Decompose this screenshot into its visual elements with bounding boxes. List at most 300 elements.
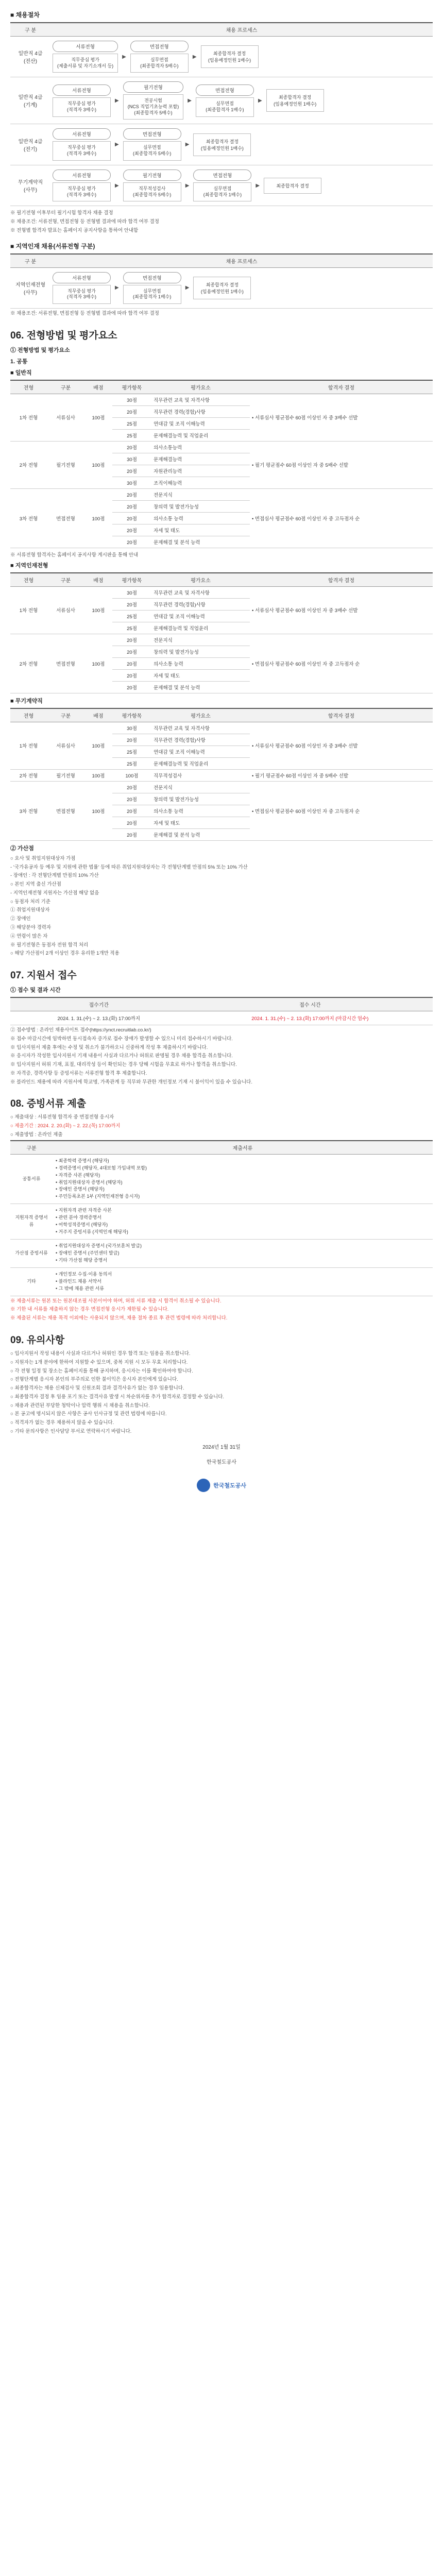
table-row xyxy=(10,1240,433,1268)
bullet-text: ○ 적격자가 없는 경우 채용하지 않을 수 있습니다. xyxy=(10,1420,114,1426)
process-stage xyxy=(123,81,184,120)
criteria-cell: 전문지식 xyxy=(151,781,250,793)
bullet-text: ○ 본인 지역 출신 가산점 xyxy=(10,882,61,888)
arrow-icon: ▶ xyxy=(115,97,119,104)
evaluation-table xyxy=(10,572,433,693)
document-item: • 거주지 증빙서류 (지역인재 해당자) xyxy=(56,1229,128,1235)
stage-title: 면접전형 xyxy=(193,170,251,181)
result-cell: • 필기 평균점수 60점 이상인 자 중 5배수 선발 xyxy=(250,441,433,488)
process-flow xyxy=(53,126,431,162)
table-row xyxy=(10,37,433,77)
final-result: 최종합격자 결정 (임용예정인원 1배수) xyxy=(201,45,259,68)
process-flow xyxy=(53,270,431,306)
table-row xyxy=(10,394,433,405)
stage-body: 직무중심 평가 (제출서류 및 자기소개서 등) xyxy=(53,54,118,73)
document-item: • 취업지원대상자 증명서 (국가보훈처 발급) xyxy=(56,1243,142,1249)
row-label: 지원자격 증명서류 xyxy=(10,1204,53,1240)
table-row xyxy=(10,267,433,308)
documents-cell xyxy=(53,1240,433,1268)
document-item: • 경력증명서 (해당자, 4대보험 가입내역 포함) xyxy=(56,1165,147,1171)
points-cell: 20점 xyxy=(112,512,151,524)
flow-cell xyxy=(50,267,433,308)
arrow-icon: ▶ xyxy=(258,97,262,104)
warning-text: ※ 제출된 서류는 채용 목적 이외에는 사용되지 않으며, 채용 절차 종료 후 관련 법령에 따라 처리합니다. xyxy=(10,1315,228,1321)
type-cell: 면접전형 xyxy=(47,488,84,548)
bullet-text: - ‘국가유공자 등 예우 및 지원에 관한 법률’ 등에 따른 취업지원대상자는 각 전형단계별 만점의 5% 또는 10% 가산 xyxy=(10,864,248,870)
arrow-icon: ▶ xyxy=(192,54,197,60)
bullet-text: ○ 제출기간 : 2024. 2. 20.(화) ~ 2. 22.(목) 17:00까지 xyxy=(10,1123,121,1129)
process-stage xyxy=(123,128,181,160)
row-label: 기타 xyxy=(10,1267,53,1296)
column-header: 구 분 xyxy=(10,23,50,37)
bullet-text: ※ 입사지원서 허위 기재, 표절, 대리작성 등이 확인되는 경우 당해 시험을 무효로 하거나 합격을 취소합니다. xyxy=(10,1062,237,1068)
stage-cell: 3차 전형 xyxy=(10,781,47,840)
logo-icon xyxy=(197,1479,210,1492)
subsection-heading: ■ 일반직 xyxy=(10,369,32,376)
points-cell: 20점 xyxy=(112,488,151,500)
criteria-cell: 직무관련 교육 및 자격사항 xyxy=(151,394,250,405)
table-note: ※ 서류전형 합격자는 홈페이지 공지사항 게시판을 통해 안내 xyxy=(10,552,139,558)
process-stage xyxy=(123,170,181,201)
subsection-heading: ① 접수 및 결과 시간 xyxy=(10,987,61,994)
points-cell: 30점 xyxy=(112,453,151,465)
points-cell: 30점 xyxy=(112,722,151,734)
arrow-icon: ▶ xyxy=(255,182,260,189)
type-cell: 면접전형 xyxy=(47,634,84,693)
type-cell: 서류심사 xyxy=(47,394,84,441)
arrow-icon: ▶ xyxy=(185,182,190,189)
flow-cell xyxy=(50,37,433,77)
stage-title: 서류전형 xyxy=(53,84,111,96)
column-header: 배점 xyxy=(84,573,112,587)
points-cell: 20점 xyxy=(112,669,151,681)
bullet-text: ○ 최종합격자 결정 후 임용 포기 또는 결격사유 발생 시 차순위자를 추가 합격자로 결정할 수 있습니다. xyxy=(10,1394,225,1400)
points-cell: 25점 xyxy=(112,745,151,757)
points-cell: 20점 xyxy=(112,793,151,805)
document-item: • 개인정보 수집·이용 동의서 xyxy=(56,1271,112,1277)
flow-cell xyxy=(50,165,433,206)
result-cell: • 서류심사 평균점수 60점 이상인 자 중 3배수 선발 xyxy=(250,722,433,769)
process-table xyxy=(10,22,433,206)
criteria-cell: 문제해결능력 및 직업윤리 xyxy=(151,429,250,441)
bullet-text: ○ 입사지원서 작성 내용이 사실과 다르거나 허위인 경우 합격 또는 임용을 취소합니다. xyxy=(10,1351,191,1357)
table-row xyxy=(10,781,433,793)
stage-body: 실무면접 (최종합격자 1배수) xyxy=(196,97,254,116)
warning-text: ※ 제출서류는 원본 또는 원본대조필 사본이어야 하며, 허위 서류 제출 시 합격이 취소될 수 있습니다. xyxy=(10,1298,222,1304)
result-cell: • 필기 평균점수 60점 이상인 자 중 5배수 선발 xyxy=(250,769,433,781)
score-cell: 100점 xyxy=(84,394,112,441)
stage-title: 면접전형 xyxy=(196,84,254,96)
column-header: 구분 xyxy=(47,708,84,722)
points-cell: 25점 xyxy=(112,429,151,441)
score-cell: 100점 xyxy=(84,722,112,769)
criteria-cell: 직무관련 교육 및 자격사항 xyxy=(151,586,250,598)
criteria-cell: 의사소통 능력 xyxy=(151,805,250,817)
column-header: 구분 xyxy=(10,1141,53,1155)
documents-cell xyxy=(53,1267,433,1296)
criteria-cell: 창의력 및 발전가능성 xyxy=(151,500,250,512)
points-cell: 20점 xyxy=(112,828,151,840)
points-cell: 20점 xyxy=(112,657,151,669)
column-header: 제출서류 xyxy=(53,1141,433,1155)
score-cell: 100점 xyxy=(84,634,112,693)
bullet-text: ② 접수방법 : 온라인 채용사이트 접수(https://ynct.recruitlab.co.kr/) xyxy=(10,1027,151,1033)
bullet-text: ② 장애인 xyxy=(10,916,31,922)
criteria-cell: 자세 및 태도 xyxy=(151,669,250,681)
points-cell: 20점 xyxy=(112,598,151,610)
subsection-heading: 1. 공통 xyxy=(10,358,28,365)
process-stage xyxy=(53,128,111,160)
column-header: 평가요소 xyxy=(151,380,250,394)
bullet-text: ※ 접수 마감시간에 임박하면 동시접속자 증가로 접수 장애가 발생할 수 있으니 미리 접수하시기 바랍니다. xyxy=(10,1036,233,1042)
document-item: • 장애인 증명서 (해당자) xyxy=(56,1187,105,1192)
column-header: 전형 xyxy=(10,708,47,722)
criteria-cell: 문제해결 및 분석 능력 xyxy=(151,828,250,840)
stage-body: 직무중심 평가 (적격자 3배수) xyxy=(53,141,111,160)
criteria-cell: 직무적성검사 xyxy=(151,769,250,781)
arrow-icon: ▶ xyxy=(185,285,190,291)
document-item: • 지원자격 관련 자격증 사본 xyxy=(56,1208,112,1213)
arrow-icon: ▶ xyxy=(115,285,119,291)
table-note: ※ 필기전형 이후부터 필기시험 합격자 채용 결정 xyxy=(10,210,113,216)
document-item: • 관련 분야 경력증명서 xyxy=(56,1215,101,1221)
stage-body: 직무중심 평가 (적격자 3배수) xyxy=(53,182,111,201)
bullet-text: ※ 채용조건: 서류전형, 면접전형 등 전형별 결과에 따라 합격 여부 결정 xyxy=(10,219,159,225)
criteria-cell: 직무관련 경력(경험)사항 xyxy=(151,405,250,417)
process-flow xyxy=(53,39,431,75)
logo-text: 한국철도공사 xyxy=(213,1482,246,1489)
bullet-text: ※ 블라인드 채용에 따라 지원서에 학교명, 가족관계 등 직무와 무관한 개인정보 기재 시 불이익이 있을 수 있습니다. xyxy=(10,1079,252,1085)
stage-title: 서류전형 xyxy=(53,41,118,52)
application-schedule-table xyxy=(10,997,433,1025)
arrow-icon: ▶ xyxy=(185,142,190,148)
criteria-cell: 연대감 및 조직 이해능력 xyxy=(151,417,250,429)
bullet-text: ※ 필기전형은 동점자 전원 합격 처리 xyxy=(10,942,89,948)
bullet-text: ○ 동점자 처리 기준 xyxy=(10,899,50,905)
process-table xyxy=(10,253,433,309)
recruitment-notice xyxy=(10,0,433,1492)
documents-cell xyxy=(53,1154,433,1204)
table-header-row xyxy=(10,380,433,394)
final-result: 최종합격자 결정 (임용예정인원 1배수) xyxy=(193,133,251,156)
result-cell: • 서류심사 평균점수 60점 이상인 자 중 3배수 선발 xyxy=(250,586,433,634)
arrow-icon: ▶ xyxy=(115,142,119,148)
bullet-text: ○ 채용과 관련된 부당한 청탁이나 압력 행위 시 채용을 취소합니다. xyxy=(10,1402,150,1409)
points-cell: 20점 xyxy=(112,805,151,817)
type-cell: 필기전형 xyxy=(47,441,84,488)
type-cell: 서류심사 xyxy=(47,722,84,769)
score-cell: 100점 xyxy=(84,769,112,781)
table-row xyxy=(10,77,433,124)
section-heading: ■ 채용절차 xyxy=(10,11,40,19)
points-cell: 30점 xyxy=(112,586,151,598)
document-item: • 주민등록초본 1부 (지역인재전형 응시자) xyxy=(56,1194,140,1199)
process-stage xyxy=(196,84,254,116)
points-cell: 25점 xyxy=(112,417,151,429)
documents-table xyxy=(10,1140,433,1296)
column-header: 채용 프로세스 xyxy=(50,23,433,37)
criteria-cell: 조직이해능력 xyxy=(151,477,250,488)
stage-cell: 1차 전형 xyxy=(10,394,47,441)
points-cell: 25점 xyxy=(112,757,151,769)
bullet-text: ○ 지원자는 1개 분야에 한하여 지원할 수 있으며, 중복 지원 시 모두 무효 처리합니다. xyxy=(10,1359,188,1365)
stage-title: 서류전형 xyxy=(53,128,111,140)
document-item: • 그 밖에 채용 관련 서류 xyxy=(56,1285,104,1291)
criteria-cell: 직무관련 교육 및 자격사항 xyxy=(151,722,250,734)
column-header: 평가요소 xyxy=(151,708,250,722)
stage-body: 직무중심 평가 (적격자 3배수) xyxy=(53,285,111,304)
row-label: 지역인재전형 (사무) xyxy=(10,267,50,308)
bullet-text: ○ 본 공고에 명시되지 않은 사항은 공사 인사규정 및 관련 법령에 따릅니다. xyxy=(10,1411,167,1417)
column-header: 구 분 xyxy=(10,254,50,268)
points-cell: 20점 xyxy=(112,781,151,793)
criteria-cell: 전문지식 xyxy=(151,634,250,646)
table-row xyxy=(10,586,433,598)
process-stage xyxy=(130,41,189,73)
column-header: 접수 시간 xyxy=(188,997,433,1011)
stage-cell: 3차 전형 xyxy=(10,488,47,548)
flow-cell xyxy=(50,124,433,165)
stage-title: 면접전형 xyxy=(123,272,181,283)
arrow-icon: ▶ xyxy=(122,54,126,60)
score-cell: 100점 xyxy=(84,488,112,548)
stage-body: 직무중심 평가 (적격자 3배수) xyxy=(53,97,111,116)
table-header-row xyxy=(10,573,433,587)
bullet-text: ※ 응시자가 작성한 입사지원서 기재 내용이 사실과 다르거나 허위로 판명될 경우 채용 합격을 취소합니다. xyxy=(10,1053,233,1059)
stage-cell: 1차 전형 xyxy=(10,586,47,634)
criteria-cell: 자세 및 태도 xyxy=(151,817,250,828)
bullet-text: ③ 해당분야 경력자 xyxy=(10,924,52,930)
stage-body: 실무면접 (최종합격자 1배수) xyxy=(193,182,251,201)
points-cell: 20점 xyxy=(112,500,151,512)
criteria-cell: 문제해결능력 및 직업윤리 xyxy=(151,757,250,769)
stage-title: 면접전형 xyxy=(130,41,189,52)
process-stage xyxy=(123,272,181,304)
stage-title: 서류전형 xyxy=(53,170,111,181)
stage-cell: 2차 전형 xyxy=(10,769,47,781)
table-row xyxy=(10,488,433,500)
table-row xyxy=(10,165,433,206)
table-header-row xyxy=(10,997,433,1011)
evaluation-table xyxy=(10,380,433,548)
column-header: 배점 xyxy=(84,708,112,722)
points-cell: 20점 xyxy=(112,405,151,417)
document-item: • 자격증 사본 (해당자) xyxy=(56,1172,100,1178)
table-header-row xyxy=(10,254,433,268)
table-header-row xyxy=(10,708,433,722)
section-title: 06. 전형방법 및 평가요소 xyxy=(10,330,117,341)
organization-name: 한국철도공사 xyxy=(207,1459,236,1465)
subsection-heading: ■ 지역인재전형 xyxy=(10,562,48,569)
stage-cell: 2차 전형 xyxy=(10,441,47,488)
column-header: 평가항목 xyxy=(112,708,151,722)
bullet-text: ① 취업지원대상자 xyxy=(10,907,50,913)
document-item: • 블라인드 채용 서약서 xyxy=(56,1278,101,1284)
bullet-text: ※ 전형별 합격자 발표는 홈페이지 공지사항을 통하여 안내함 xyxy=(10,227,139,233)
points-cell: 25점 xyxy=(112,610,151,622)
column-header: 평가항목 xyxy=(112,380,151,394)
stage-title: 서류전형 xyxy=(53,272,111,283)
points-cell: 20점 xyxy=(112,524,151,536)
warning-text: ※ 기한 내 서류를 제출하지 않는 경우 면접전형 응시가 제한될 수 있습니다. xyxy=(10,1307,169,1313)
stage-title: 필기전형 xyxy=(123,170,181,181)
stage-cell: 1차 전형 xyxy=(10,722,47,769)
document-item: • 장애인 증명서 (주민센터 발급) xyxy=(56,1250,120,1256)
table-row xyxy=(10,1154,433,1204)
documents-cell xyxy=(53,1204,433,1240)
process-stage xyxy=(53,41,118,73)
result-cell: • 서류심사 평균점수 60점 이상인 자 중 3배수 선발 xyxy=(250,394,433,441)
bullet-text: ○ 요사 및 취업지원대상자 가점 xyxy=(10,855,76,861)
criteria-cell: 자세 및 태도 xyxy=(151,524,250,536)
organization-logo xyxy=(10,1479,433,1492)
stage-body: 전공시험 (NCS 직업기초능력 포함) (최종합격자 5배수) xyxy=(123,94,184,120)
table-header-row xyxy=(10,1141,433,1155)
row-label: 무기계약직 (사무) xyxy=(10,165,50,206)
period-highlight-cell: 2024. 1. 31.(수) ~ 2. 13.(화) 17:00까지 (마감시간 엄수) xyxy=(188,1011,433,1025)
document-item: • 어학성적증명서 (해당자) xyxy=(56,1222,108,1228)
result-cell: • 면접심사 평균점수 60점 이상인 자 중 고득점자 순 xyxy=(250,488,433,548)
process-flow xyxy=(53,79,431,122)
criteria-cell: 자원관리능력 xyxy=(151,465,250,477)
column-header: 전형 xyxy=(10,573,47,587)
section-title: 08. 증빙서류 제출 xyxy=(10,1098,87,1110)
row-label: 일반직 4급 (기계) xyxy=(10,77,50,124)
type-cell: 서류심사 xyxy=(47,586,84,634)
bullet-text: ○ 해당 가산점이 2개 이상인 경우 유리한 1개만 적용 xyxy=(10,951,120,957)
table-row xyxy=(10,441,433,453)
notice-date: 2024년 1월 31일 xyxy=(202,1444,241,1450)
document-item: • 최종학력 증명서 (해당자) xyxy=(56,1158,109,1163)
stage-cell: 2차 전형 xyxy=(10,634,47,693)
evaluation-table xyxy=(10,708,433,841)
criteria-cell: 문제해결능력 및 직업윤리 xyxy=(151,622,250,634)
document-item: • 기타 가산점 해당 증명서 xyxy=(56,1257,108,1263)
flow-cell xyxy=(50,77,433,124)
points-cell: 20점 xyxy=(112,646,151,657)
points-cell: 30점 xyxy=(112,477,151,488)
stage-body: 실무면접 (최종합격자 1배수) xyxy=(123,285,181,304)
subsection-heading: ② 가산점 xyxy=(10,845,34,852)
stage-body: 실무면접 (최종합격자 5배수) xyxy=(130,54,189,73)
column-header: 배점 xyxy=(84,380,112,394)
criteria-cell: 문제해결 및 분석 능력 xyxy=(151,536,250,548)
type-cell: 면접전형 xyxy=(47,781,84,840)
criteria-cell: 창의력 및 발전가능성 xyxy=(151,793,250,805)
table-row xyxy=(10,1267,433,1296)
points-cell: 20점 xyxy=(112,817,151,828)
stage-body: 직무적성검사 (최종합격자 5배수) xyxy=(123,182,181,201)
criteria-cell: 창의력 및 발전가능성 xyxy=(151,646,250,657)
criteria-cell: 의사소통 능력 xyxy=(151,512,250,524)
criteria-cell: 직무관련 경력(경험)사항 xyxy=(151,734,250,745)
score-cell: 100점 xyxy=(84,781,112,840)
bullet-text: ○ 최종합격자는 채용 신체검사 및 신원조회 결과 결격사유가 없는 경우 임용합니다. xyxy=(10,1385,184,1392)
criteria-cell: 의사소통 능력 xyxy=(151,657,250,669)
bullet-text: ※ 채용조건: 서류전형, 면접전형 등 전형별 결과에 따라 합격 여부 결정 xyxy=(10,311,159,317)
final-result: 최종합격자 결정 xyxy=(264,178,321,194)
table-row xyxy=(10,124,433,165)
process-stage xyxy=(193,170,251,201)
result-cell: • 면접심사 평균점수 60점 이상인 자 중 고득점자 순 xyxy=(250,781,433,840)
table-row xyxy=(10,1011,433,1025)
table-header-row xyxy=(10,23,433,37)
bullet-text: ○ 각 전형 일정 및 장소는 홈페이지를 통해 공지하며, 응시자는 이를 확인하여야 합니다. xyxy=(10,1368,193,1374)
final-result: 최종합격자 결정 (임용예정인원 1배수) xyxy=(266,89,324,112)
column-header: 전형 xyxy=(10,380,47,394)
criteria-cell: 연대감 및 조직 이해능력 xyxy=(151,745,250,757)
points-cell: 20점 xyxy=(112,536,151,548)
points-cell: 20점 xyxy=(112,465,151,477)
bullet-text: ○ 기타 문의사항은 인사담당 부서로 연락하시기 바랍니다. xyxy=(10,1428,132,1434)
table-row xyxy=(10,769,433,781)
row-label: 가산점 증빙서류 xyxy=(10,1240,53,1268)
section-heading: ■ 지역인재 채용(서류전형 구분) xyxy=(10,242,95,250)
row-label: 공통서류 xyxy=(10,1154,53,1204)
result-cell: • 면접심사 평균점수 60점 이상인 자 중 고득점자 순 xyxy=(250,634,433,693)
points-cell: 100점 xyxy=(112,769,151,781)
criteria-cell: 연대감 및 조직 이해능력 xyxy=(151,610,250,622)
process-stage xyxy=(53,84,111,116)
column-header: 접수기간 xyxy=(10,997,188,1011)
final-result: 최종합격자 결정 (임용예정인원 1배수) xyxy=(193,277,251,299)
criteria-cell: 의사소통능력 xyxy=(151,441,250,453)
table-row xyxy=(10,1204,433,1240)
points-cell: 25점 xyxy=(112,622,151,634)
column-header: 합격자 결정 xyxy=(250,380,433,394)
column-header: 평가요소 xyxy=(151,573,250,587)
column-header: 채용 프로세스 xyxy=(50,254,433,268)
process-stage xyxy=(53,170,111,201)
subsection-heading: ① 전형방법 및 평가요소 xyxy=(10,347,70,353)
arrow-icon: ▶ xyxy=(188,97,192,104)
period-cell: 2024. 1. 31.(수) ~ 2. 13.(화) 17:00까지 xyxy=(10,1011,188,1025)
row-label: 일반직 4급 (전산) xyxy=(10,37,50,77)
process-stage xyxy=(53,272,111,304)
column-header: 평가항목 xyxy=(112,573,151,587)
document-item: • 취업지원대상자 증명서 (해당자) xyxy=(56,1179,123,1185)
bullet-text: - 장애인 : 각 전형단계별 만점의 10% 가산 xyxy=(10,873,99,879)
column-header: 합격자 결정 xyxy=(250,708,433,722)
section-title: 09. 유의사항 xyxy=(10,1335,65,1346)
points-cell: 20점 xyxy=(112,681,151,693)
stage-title: 면접전형 xyxy=(123,128,181,140)
row-label: 일반직 4급 (전기) xyxy=(10,124,50,165)
subsection-heading: ■ 무기계약직 xyxy=(10,698,43,704)
column-header: 합격자 결정 xyxy=(250,573,433,587)
stage-body: 실무면접 (최종합격자 5배수) xyxy=(123,141,181,160)
score-cell: 100점 xyxy=(84,441,112,488)
column-header: 구분 xyxy=(47,380,84,394)
bullet-text: ○ 제출대상 : 서류전형 합격자 중 면접전형 응시자 xyxy=(10,1114,114,1121)
points-cell: 20점 xyxy=(112,634,151,646)
bullet-text: ④ 연령이 많은 자 xyxy=(10,933,48,939)
bullet-text: ○ 전형단계별 응시자 본인의 부주의로 인한 불이익은 응시자 본인에게 있습니다. xyxy=(10,1377,178,1383)
table-row xyxy=(10,722,433,734)
arrow-icon: ▶ xyxy=(115,182,119,189)
process-flow xyxy=(53,167,431,204)
score-cell: 100점 xyxy=(84,586,112,634)
points-cell: 20점 xyxy=(112,734,151,745)
bullet-text: ○ 제출방법 : 온라인 제출 xyxy=(10,1131,63,1138)
table-row xyxy=(10,634,433,646)
points-cell: 20점 xyxy=(112,441,151,453)
bullet-text: ※ 입사지원서 제출 후에는 수정 및 취소가 불가하오니 신중하게 작성 후 제출하시기 바랍니다. xyxy=(10,1044,208,1050)
column-header: 구분 xyxy=(47,573,84,587)
section-title: 07. 지원서 접수 xyxy=(10,970,77,981)
criteria-cell: 문제해결 및 분석 능력 xyxy=(151,681,250,693)
type-cell: 필기전형 xyxy=(47,769,84,781)
